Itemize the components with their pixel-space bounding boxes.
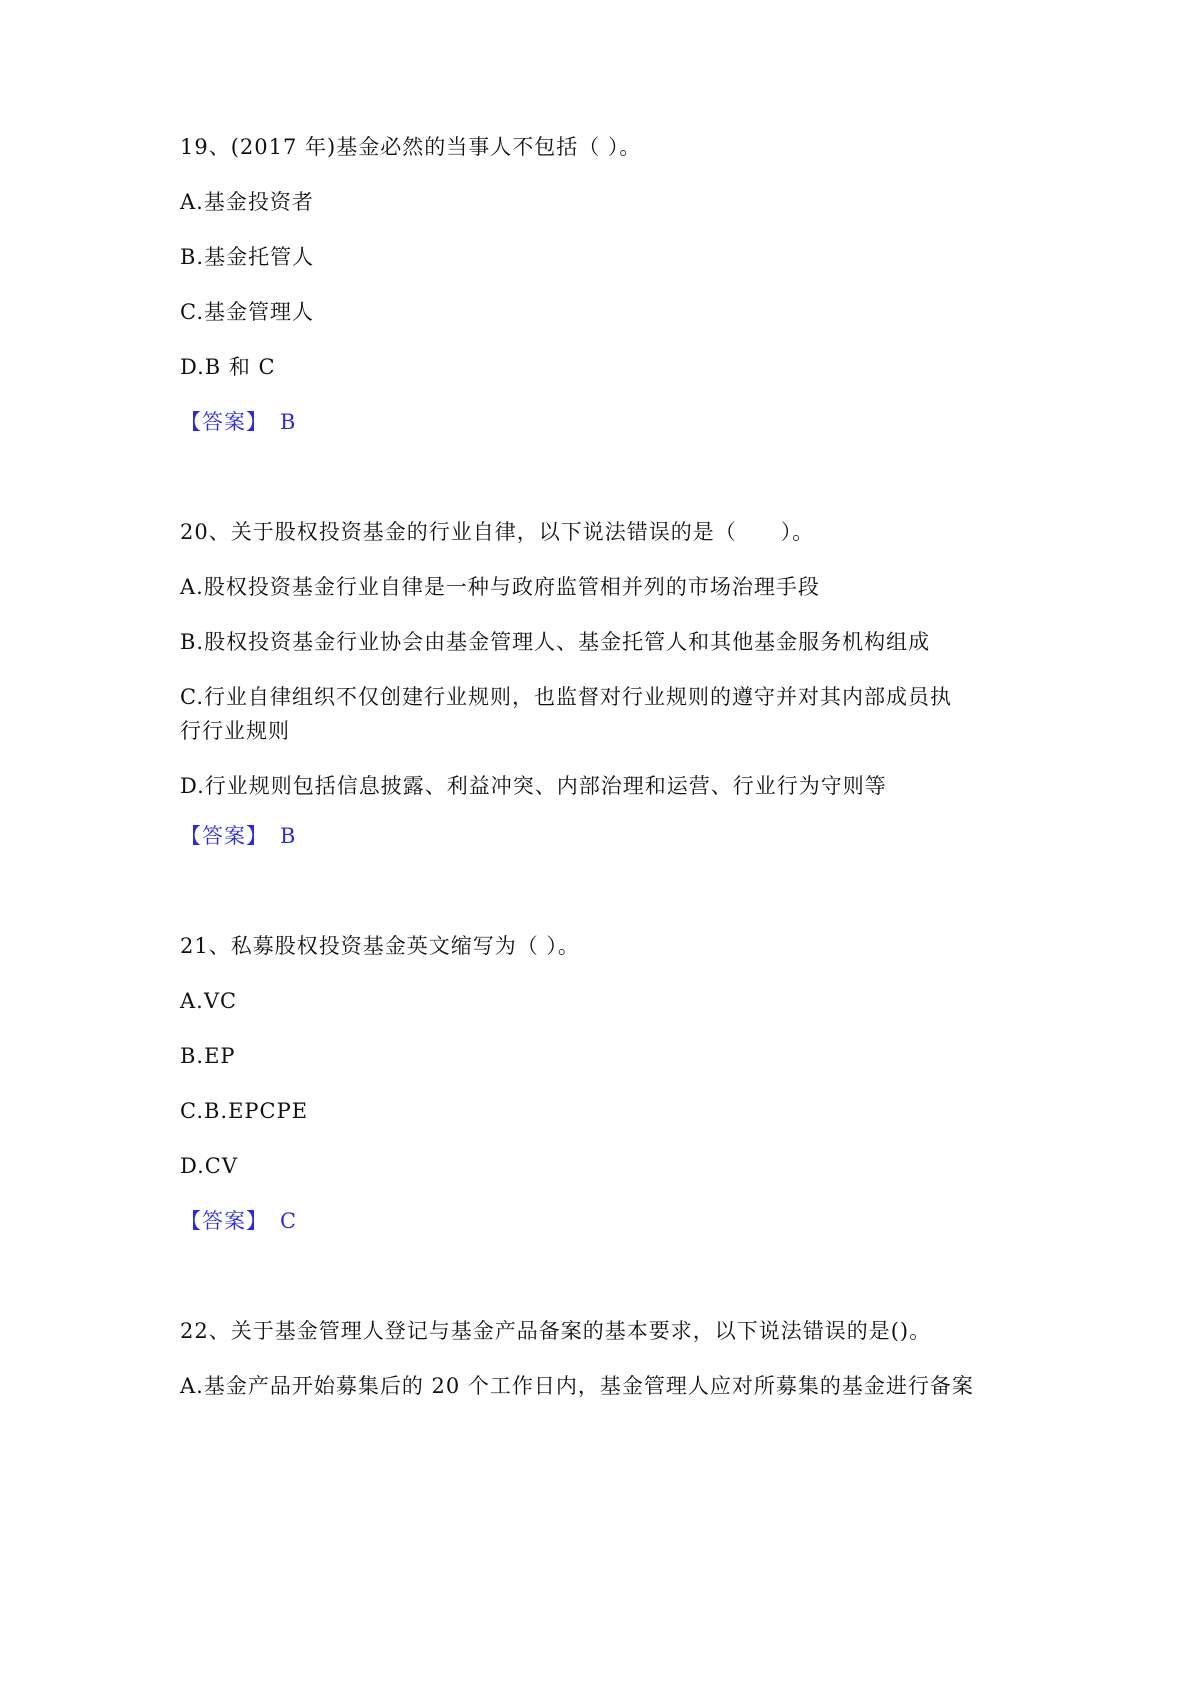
answer-label: 【答案】 <box>180 824 268 848</box>
question-20-option-c: C.行业自律组织不仅创建行业规则，也监督对行业规则的遵守并对其内部成员执行行业规则 <box>180 685 952 743</box>
question-20-answer <box>180 819 296 853</box>
question-20-option-d: D.行业规则包括信息披露、利益冲突、内部治理和运营、行业行为守则等 <box>180 774 887 798</box>
question-21-option-b: B.EP <box>180 1044 236 1068</box>
question-19-option-d: D.B 和 C <box>180 355 276 379</box>
question-21-stem: 21、私募股权投资基金英文缩写为（ ）。 <box>180 934 580 958</box>
question-19-answer <box>180 405 296 439</box>
question-20-option-a: A.股权投资基金行业自律是一种与政府监管相并列的市场治理手段 <box>180 575 820 599</box>
answer-value: B <box>280 824 297 848</box>
question-21-option-c: C.B.EPCPE <box>180 1099 309 1123</box>
question-19-stem: 19、(2017 年)基金必然的当事人不包括（ ）。 <box>180 135 642 159</box>
question-21-answer <box>180 1204 297 1238</box>
answer-value: B <box>280 410 297 434</box>
question-22-stem: 22、关于基金管理人登记与基金产品备案的基本要求，以下说法错误的是()。 <box>180 1319 932 1343</box>
question-21-option-a: A.VC <box>180 989 238 1013</box>
question-20-option-b: B.股权投资基金行业协会由基金管理人、基金托管人和其他基金服务机构组成 <box>180 630 931 654</box>
answer-value: C <box>280 1209 298 1233</box>
question-19-option-a: A.基金投资者 <box>180 190 314 214</box>
question-20-stem: 20、关于股权投资基金的行业自律，以下说法错误的是（ ）。 <box>180 520 815 544</box>
answer-label: 【答案】 <box>180 1209 268 1233</box>
question-19-option-c: C.基金管理人 <box>180 300 314 324</box>
answer-label: 【答案】 <box>180 410 268 434</box>
question-21-option-d: D.CV <box>180 1154 238 1178</box>
question-19-option-b: B.基金托管人 <box>180 245 315 269</box>
question-22-option-a: A.基金产品开始募集后的 20 个工作日内，基金管理人应对所募集的基金进行备案 <box>180 1374 974 1398</box>
